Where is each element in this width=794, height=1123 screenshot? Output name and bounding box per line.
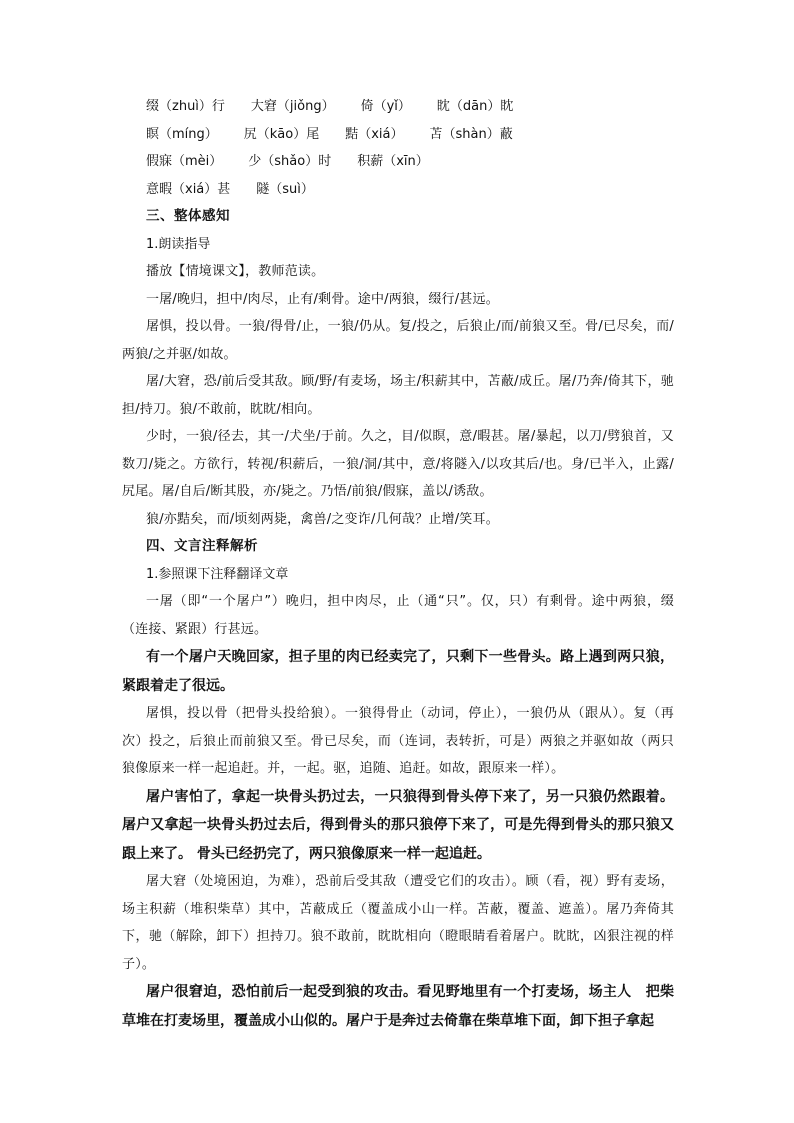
section-heading-overall-perception: 三、整体感知 xyxy=(146,208,230,224)
annotated-text: 屠大窘（处境困迫，为难），恐前后受其敌（遭受它们的攻击）。顾（看，视）野有麦场，场主积薪（堆积柴草）其中，苫蔽成丘（覆盖成小山一样。苫蔽，覆盖、遮盖）。屠乃奔倚其下，驰（解除，卸下）担持刀。狼不敢前，眈眈相向（瞪眼睛看着屠户。眈眈，凶狠注视的样子）。 xyxy=(122,874,674,972)
vocab-item: 倚（yǐ） xyxy=(360,99,411,114)
paragraph: 播放【情境课文】，教师范读。 xyxy=(146,264,325,279)
annotated-text: 屠惧，投以骨（把骨头投给狼）。一狼得骨止（动词，停止），一狼仍从（跟从）。复（再次）投之，后狼止而前狼又至。骨已尽矣，而（连词，表转折，可是）两狼之并驱如故（两只狼像原来一样一起追赶。并，一起。驱，追随、追赶。如故，跟原来一样）。 xyxy=(122,706,674,776)
vocab-line xyxy=(122,176,674,204)
reading-paragraph: 屠惧，投以骨。一狼/得骨/止，一狼/仍从。复/投之，后狼止/而/前狼又至。骨/已尽矣，而/两狼/之并驱/如故。 xyxy=(122,319,674,362)
reading-paragraph: 狼/亦黠矣，而/顷刻两毙，禽兽/之变诈/几何哉？止增/笑耳。 xyxy=(146,511,499,527)
section-heading-annotation-analysis: 四、文言注释解析 xyxy=(146,538,258,554)
vocab-item: 黠（xiá） xyxy=(345,126,404,142)
translation-text: 屠户很窘迫，恐怕前后一起受到狼的攻击。看见野地里有一个打麦场，场主人 把柴草堆在打麦场里，覆盖成小山似的。屠户于是奔过去倚靠在柴草堆下面，卸下担子拿起 xyxy=(122,984,674,1029)
vocab-item: 眈（dān）眈 xyxy=(436,99,514,114)
annotated-text: 一屠（即“一个屠户”）晚归，担中肉尽，止（通“只”。仅，只）有剩骨。途中两狼，缀（连接、紧跟）行甚远。 xyxy=(122,594,674,637)
page-content xyxy=(122,93,674,1035)
vocab-line xyxy=(122,121,674,149)
translation-text: 屠户害怕了，拿起一块骨头扔过去，一只狼得到骨头停下来了，另一只狼仍然跟着。屠户又拿起一块骨头扔过去后，得到骨头的那只狼停下来了，可是先得到骨头的那只狼又跟上来了。 骨头已经扔完了，两只狼像原来一样一起追赶。 xyxy=(122,788,674,862)
vocab-item: 苫（shàn）蔽 xyxy=(429,126,513,142)
reading-paragraph: 一屠/晚归，担中/肉尽，止有/剩骨。途中/两狼，缀行/甚远。 xyxy=(146,291,499,307)
subheading-reading-guide: 1.朗读指导 xyxy=(146,236,211,252)
vocab-line xyxy=(122,148,674,176)
vocab-item: 隧（suì） xyxy=(256,181,314,197)
reading-paragraph: 屠/大窘，恐/前后受其敌。顾/野/有麦场，场主/积薪其中，苫蔽/成丘。屠/乃奔/倚其下，驰担/持刀。狼/不敢前，眈眈/相向。 xyxy=(122,374,674,417)
vocab-item: 尻（kāo）尾 xyxy=(243,126,320,142)
vocab-item: 缀（zhuì）行 xyxy=(146,99,225,114)
vocab-item: 假寐（mèi） xyxy=(146,154,223,169)
vocab-item: 大窘（jiǒng） xyxy=(250,99,335,114)
vocab-line xyxy=(122,93,674,121)
vocab-list xyxy=(122,93,674,203)
translation-text: 有一个屠户天晚回家，担子里的肉已经卖完了，只剩下一些骨头。路上遇到两只狼，紧跟着走了很远。 xyxy=(122,649,674,694)
vocab-item: 意暇（xiá）甚 xyxy=(146,181,231,197)
vocab-item: 瞑（míng） xyxy=(146,126,218,142)
vocab-item: 少（shǎo）时 xyxy=(248,154,332,169)
subheading-translate: 1.参照课下注释翻译文章 xyxy=(146,566,289,582)
reading-paragraph: 少时，一狼/径去，其一/犬坐/于前。久之，目/似瞑，意/暇甚。屠/暴起，以刀/劈狼首，又数刀/毙之。方欲行，转视/积薪后，一狼/洞/其中，意/将隧入/以攻其后/也。身/已半入，止露/尻尾。屠/自后/断其股，亦/毙之。乃悟/前狼/假寐，盖以/诱敌。 xyxy=(122,429,674,499)
vocab-item: 积薪（xīn） xyxy=(357,154,429,169)
